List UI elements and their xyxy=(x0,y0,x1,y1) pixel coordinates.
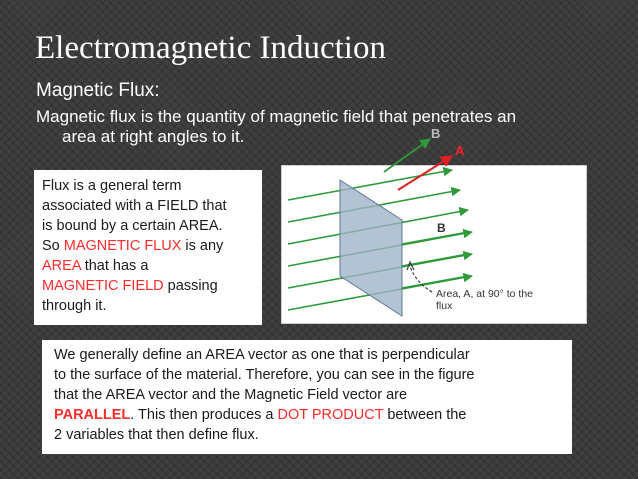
explanation-line: to the surface of the material. Therefore, you can see in the figure xyxy=(54,367,475,383)
flux-highlight: AREA xyxy=(42,258,81,274)
explanation-highlight: PARALLEL xyxy=(54,407,131,423)
explanation-box xyxy=(42,340,572,454)
flux-line: through it. xyxy=(42,298,107,314)
explanation-text: between the xyxy=(383,407,467,423)
explanation-line xyxy=(54,405,572,425)
caption-line: Area, A, at 90° to the xyxy=(436,288,534,300)
slide-title: Electromagnetic Induction xyxy=(35,30,386,66)
field-vector-arrow xyxy=(384,139,430,172)
flux-line: associated with a FIELD that xyxy=(42,198,227,214)
explanation-line: 2 variables that then define flux. xyxy=(54,427,259,443)
definition-line: area at right angles to it. xyxy=(62,127,245,146)
flux-text: So xyxy=(42,238,64,254)
flux-line: is bound by a certain AREA. xyxy=(42,218,223,234)
field-label: B xyxy=(437,221,446,235)
area-vector-arrow xyxy=(398,156,452,190)
figure-caption xyxy=(436,288,533,312)
flux-line: Flux is a general term xyxy=(42,178,182,194)
flux-text: that has a xyxy=(80,258,149,274)
explanation-highlight: DOT PRODUCT xyxy=(277,407,384,423)
slide-subtitle: Magnetic Flux: xyxy=(36,80,160,101)
flux-highlight: MAGNETIC FIELD xyxy=(42,278,164,294)
explanation-text: . This then produces a xyxy=(130,407,278,423)
caption-line: flux xyxy=(436,300,453,312)
explanation-line: that the AREA vector and the Magnetic Field vector are xyxy=(54,387,408,403)
area-vector-label: A xyxy=(455,143,465,158)
definition-line: Magnetic flux is the quantity of magnetic field that penetrates an xyxy=(36,107,517,126)
flux-highlight: MAGNETIC FLUX xyxy=(63,238,182,254)
explanation-line: We generally define an AREA vector as one that is perpendicular xyxy=(54,347,470,363)
flux-text: is any xyxy=(181,238,224,254)
flux-text: passing xyxy=(163,278,218,294)
field-vector-label: B xyxy=(431,126,441,141)
